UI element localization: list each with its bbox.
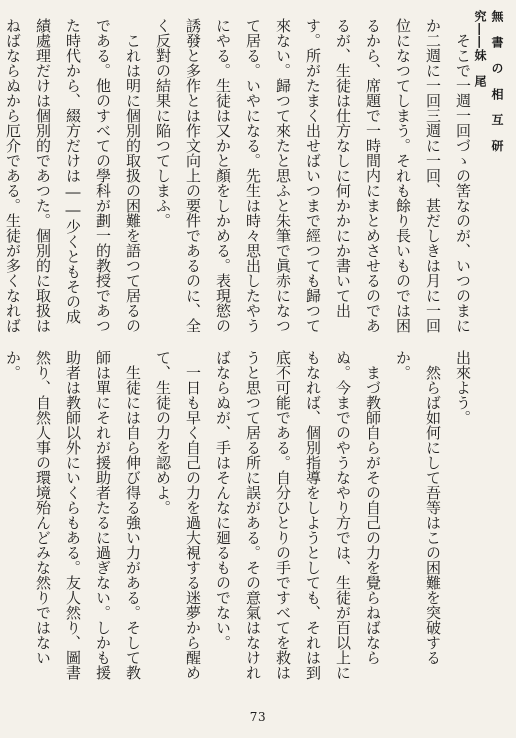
paragraph: 然らば如何にして吾等はこの困難を突破するか。 [394, 350, 442, 665]
paragraph: そこで一週一回づゝの筈なのが、いつのまにか二週に一回三週に一回、甚だしきは月に一回位になつてしまう。それも餘り長いものでは困るから、席題で一時間内にまとめさせるのであるが、生徒は仕方なしに何かかにか書いて出す。所がたまく出せばいつまで經つても歸つて來ない。歸つて來たと思ふと朱筆で眞赤になつて居る。いやになる。先生は時々思出したやうにやる。生徒は又かと顏をしかめる。表現慾の誘發と多作とは作文向上の要件であるのに、全く反對の結果に陥つてしまふ。 [154, 18, 472, 333]
running-head: 無 書 の 相 互 研 究――妹 尾 [473, 10, 504, 166]
paragraph: 生徒には自ら伸び得る強い力がある。そして教師は單にそれが援助者たるに過ぎない。しかも援助者は教師以外にいくらもある。友人然り、圖書然り、自然人事の環境殆んどみな然りではないか。 [4, 350, 142, 680]
paragraph: これは明に個別的取扱の困難を語つて居るのである。他のすべての學科が劃一的教授であつた時代から、綴方だけは――少くともその成績處理だけは個別的であつた。個別的に取扱はねばならぬから厄介である。生徒が多くなれば [4, 18, 142, 333]
paragraph: まづ教師自らがその自己の力を覺らねばならぬ。今までのやうなやり方では、生徒が百以上にもなれば、個別指導をしようとしても、それは到底不可能である。自分ひとりの手ですべてを救はうと思つて居る所に誤がある。その意氣はなければならぬが、手はそんなに廻るものでない。 [214, 350, 382, 680]
paragraph: 一日も早く自己の力を過大視する迷夢から醒めて、生徒の力を認めよ。 [154, 350, 202, 680]
lower-text-block [4, 350, 478, 680]
page-number: 73 [249, 710, 267, 724]
paragraph: 出來よう。 [454, 350, 472, 425]
upper-text-block [4, 18, 478, 336]
